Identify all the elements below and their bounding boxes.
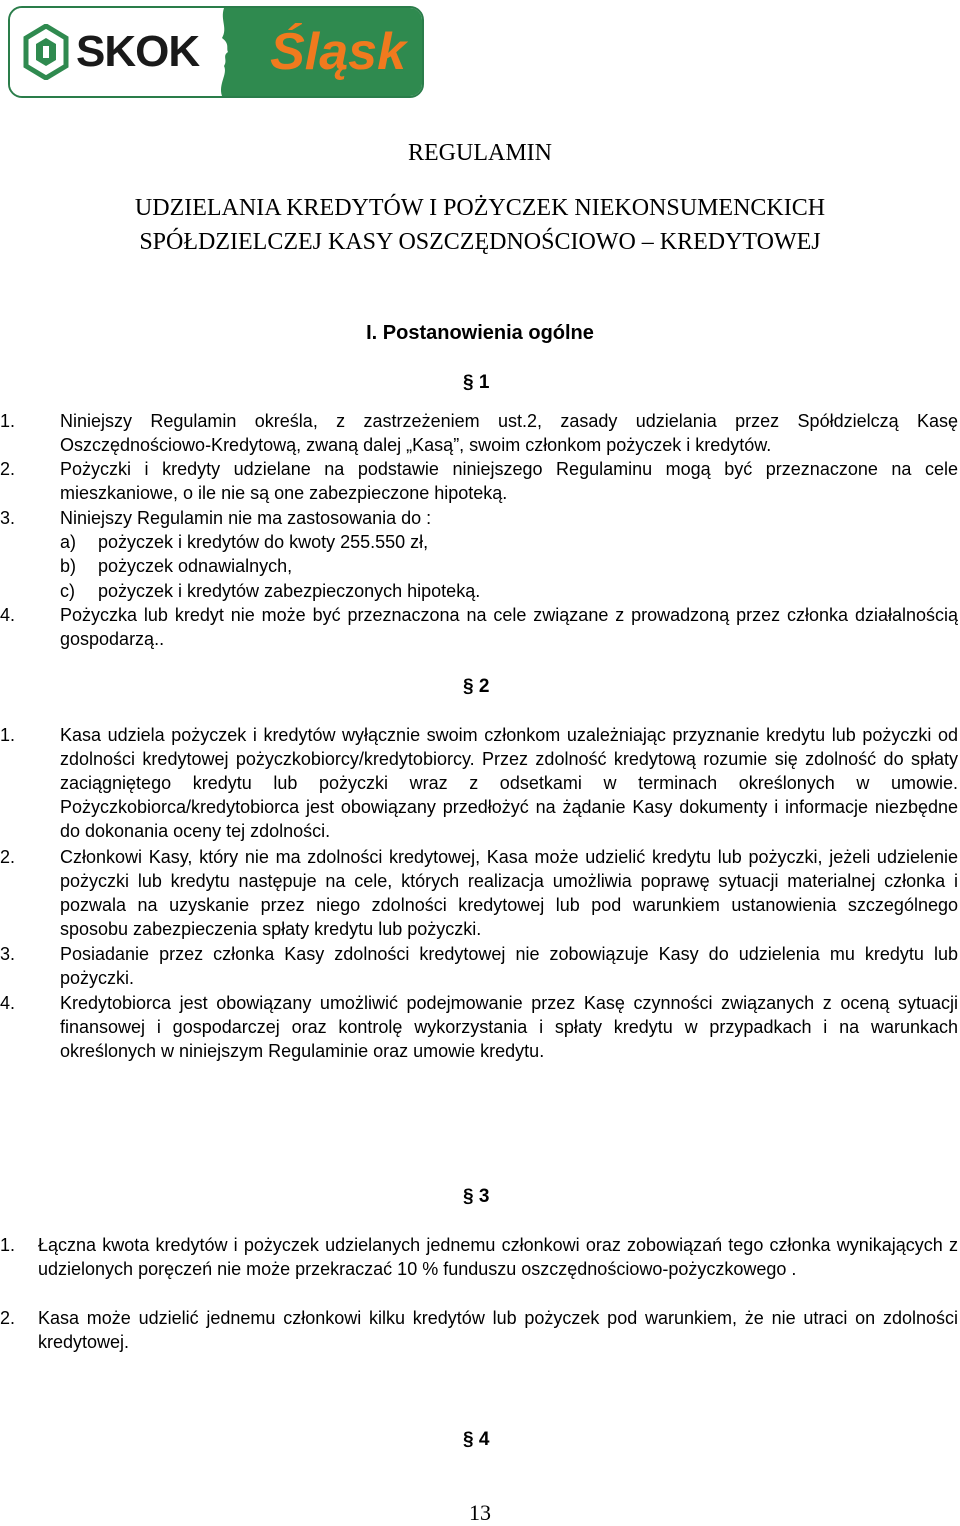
page-number: 13	[469, 1500, 491, 1525]
p2-item-1: 1. Kasa udziela pożyczek i kredytów wyłącznie swoim członkom uzależniając przyznanie kredytu lub pożyczki od zdolności kredytowej pożyczkobiorcy/kredytobiorcy. Przez zdolność kredytową rozumie się zdolność do spłaty zaciągniętego kredytu lub pożyczki wraz z odsetkami w terminach określonych w umowie. Pożyczkobiorca/kredytobiorca jest obowiązany przedłożyć na żądanie Kasy dokumenty i informacje niezbędne do dokonania oceny tej zdolności.	[0, 725, 958, 841]
p2-item-4: 4. Kredytobiorca jest obowiązany umożliwić podejmowanie przez Kasę czynności związanych z oceną sytuacji finansowej i gospodarczej oraz kontrolę wykorzystania i spłaty kredytu w przypadkach i na warunkach określonych w niniejszym Regulaminie oraz umowie kredytu.	[0, 993, 958, 1061]
p1-subitem-a: a) pożyczek i kredytów do kwoty 255.550 zł,	[60, 532, 429, 552]
doc-title: REGULAMIN	[408, 140, 552, 166]
p1-item-2: 2. Pożyczki i kredyty udzielane na podstawie niniejszego Regulaminu mogą być przeznaczone na cele mieszkaniowe, o ile nie są one zabezpieczone hipoteką.	[0, 459, 958, 503]
paragraph-2-label: § 2	[463, 676, 490, 697]
section-title-general: I. Postanowienia ogólne	[366, 322, 594, 344]
paragraph-1-label: § 1	[463, 372, 490, 393]
skok-emblem-icon	[22, 24, 70, 80]
doc-subtitle-line2: SPÓŁDZIELCZEJ KASY OSZCZĘDNOŚCIOWO – KREDYTOWEJ	[139, 229, 821, 255]
p2-item-2: 2. Członkowi Kasy, który nie ma zdolności kredytowej, Kasa może udzielić kredytu lub pożyczki, jeżeli udzielenie pożyczki lub kredytu następuje na cele, których realizacja umożliwia poprawę sytuacji materialnej członka i pozwala na uzyskanie przez niego zdolności kredytowej lub pod warunkiem ustanowienia szczególnego sposobu zabezpieczenia spłaty kredytu lub pożyczki.	[0, 847, 958, 939]
logo-slask-text: Śląsk	[270, 23, 406, 81]
p1-item-3: 3. Niniejszy Regulamin nie ma zastosowania do :	[0, 508, 432, 528]
p3-item-2: 2. Kasa może udzielić jednemu członkowi kilku kredytów lub pożyczek pod warunkiem, że nie utraci on zdolności kredytowej.	[0, 1308, 958, 1352]
logo-left-panel	[10, 8, 202, 96]
doc-subtitle-line1: UDZIELANIA KREDYTÓW I POŻYCZEK NIEKONSUMENCKICH	[134, 195, 826, 221]
p1-item-1: 1. Niniejszy Regulamin określa, z zastrzeżeniem ust.2, zasady udzielania przez Spółdzielczą Kasę Oszczędnościowo-Kredytową, zwaną dalej „Kasą”, swoim członkom pożyczek i kredytów.	[0, 411, 958, 455]
p1-item-4: 4. Pożyczka lub kredyt nie może być przeznaczona na cele związane z prowadzoną przez członka działalnością gospodarzą..	[0, 605, 958, 649]
logo-right-panel	[202, 8, 422, 96]
paragraph-3-label: § 3	[463, 1186, 490, 1207]
p1-subitem-b: b) pożyczek odnawialnych,	[60, 556, 293, 576]
p1-subitem-c: c) pożyczek i kredytów zabezpieczonych hipoteką.	[60, 581, 481, 601]
paragraph-4-label: § 4	[463, 1429, 490, 1450]
p2-item-3: 3. Posiadanie przez członka Kasy zdolności kredytowej nie zobowiązuje Kasy do udzielenia mu kredytu lub pożyczki.	[0, 944, 958, 988]
p3-item-1: 1. Łączna kwota kredytów i pożyczek udzielanych jednemu członkowi oraz zobowiązań tego członka wynikających z udzielonych poręczeń nie może przekraczać 10 % funduszu oszczędnościowo-pożyczkowego .	[0, 1235, 958, 1279]
logo-skok-text: SKOK	[76, 27, 200, 76]
face-silhouette-icon	[202, 8, 242, 96]
skok-slask-logo	[8, 6, 424, 98]
